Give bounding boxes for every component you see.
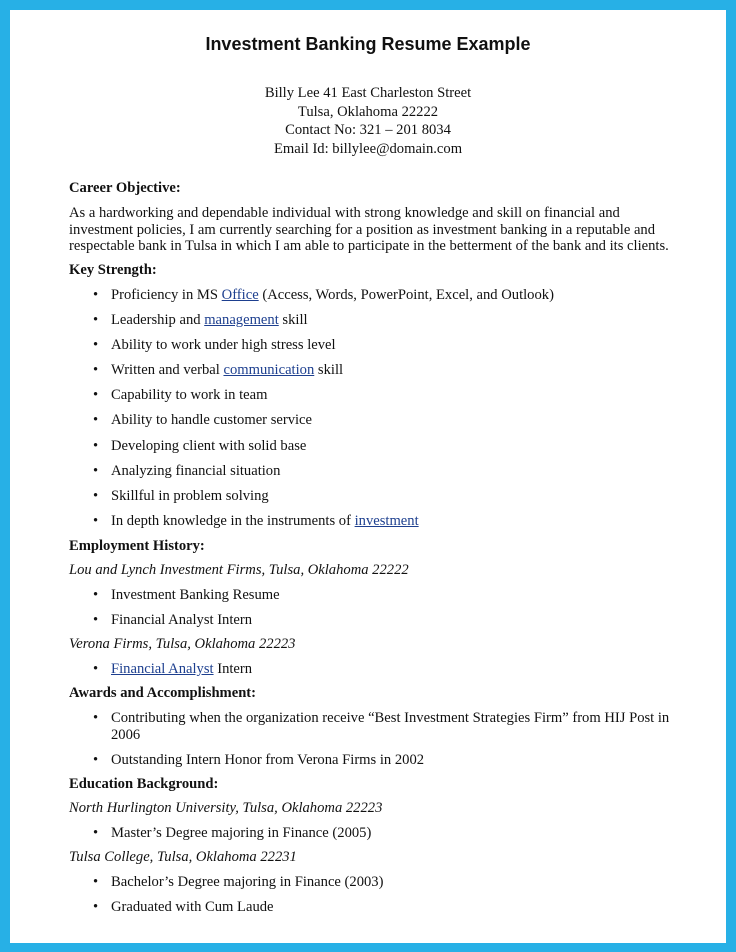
list-item-text: Graduated with Cum Laude bbox=[111, 899, 274, 915]
list-item bbox=[93, 412, 312, 429]
list-item bbox=[93, 312, 308, 329]
communication-link[interactable]: communication bbox=[223, 362, 315, 378]
list-item bbox=[93, 513, 419, 530]
list-item-text: Master’s Degree majoring in Finance (2005) bbox=[111, 825, 372, 841]
list-item bbox=[93, 337, 336, 354]
list-item-text: In depth knowledge in the instruments of bbox=[111, 513, 355, 529]
bullet: • bbox=[93, 825, 99, 841]
list-item bbox=[93, 710, 683, 744]
list-item-text: Written and verbal bbox=[111, 362, 224, 378]
list-item-text: Financial Analyst Intern bbox=[111, 612, 253, 628]
list-item-text: Intern bbox=[213, 661, 253, 677]
list-item-text: skill bbox=[278, 312, 308, 328]
document-title: Investment Banking Resume Example bbox=[205, 34, 531, 54]
bullet: • bbox=[93, 513, 99, 529]
company-name: Lou and Lynch Investment Firms, Tulsa, Oklahoma 22222 bbox=[69, 562, 409, 578]
bullet: • bbox=[93, 362, 99, 378]
bullet: • bbox=[93, 899, 99, 915]
list-item bbox=[93, 463, 280, 480]
career-objective-text bbox=[69, 205, 669, 255]
heading-employment-history: Employment History: bbox=[69, 538, 205, 554]
heading-career-objective: Career Objective: bbox=[69, 180, 181, 196]
list-item bbox=[93, 661, 252, 678]
contact-city: Tulsa, Oklahoma 22222 bbox=[297, 103, 439, 120]
list-item-text: Leadership and bbox=[111, 312, 205, 328]
list-item-text: Capability to work in team bbox=[111, 387, 268, 403]
list-item-text: skill bbox=[314, 362, 344, 378]
bullet: • bbox=[93, 438, 99, 454]
list-item-text: Proficiency in MS bbox=[111, 287, 222, 303]
list-item-text: Developing client with solid base bbox=[111, 438, 307, 454]
career-objective-line: respectable bank in Tulsa in which I am able to participate in the betterment of the bank and its clients. bbox=[69, 238, 669, 255]
bullet: • bbox=[93, 612, 99, 628]
list-item bbox=[93, 752, 424, 769]
career-objective-line: As a hardworking and dependable individual with strong knowledge and skill on financial and bbox=[69, 205, 620, 221]
company-name: Verona Firms, Tulsa, Oklahoma 22223 bbox=[69, 636, 296, 652]
list-item-text: Ability to handle customer service bbox=[111, 412, 313, 428]
bullet: • bbox=[93, 587, 99, 603]
list-item-text: Skillful in problem solving bbox=[111, 488, 269, 504]
bullet: • bbox=[93, 661, 99, 677]
bullet: • bbox=[93, 752, 99, 768]
list-item bbox=[93, 612, 252, 629]
list-item bbox=[93, 488, 269, 505]
list-item bbox=[93, 287, 554, 304]
list-item-text: Bachelor’s Degree majoring in Finance (2003) bbox=[111, 874, 384, 890]
list-item bbox=[93, 587, 280, 604]
investment-link[interactable]: investment bbox=[354, 513, 419, 529]
bullet: • bbox=[93, 463, 99, 479]
school-name: North Hurlington University, Tulsa, Oklahoma 22223 bbox=[69, 800, 383, 816]
list-item-text: Contributing when the organization receive “Best Investment Strategies Firm” from HIJ Post in 2006 bbox=[111, 710, 670, 743]
list-item bbox=[93, 874, 383, 891]
bullet: • bbox=[93, 387, 99, 403]
financial-analyst-link[interactable]: Financial Analyst bbox=[111, 661, 214, 677]
heading-awards: Awards and Accomplishment: bbox=[69, 685, 257, 701]
contact-phone: Contact No: 321 – 201 8034 bbox=[285, 122, 451, 138]
list-item bbox=[93, 825, 371, 842]
list-item bbox=[93, 387, 267, 404]
school-name: Tulsa College, Tulsa, Oklahoma 22231 bbox=[69, 849, 297, 865]
list-item bbox=[93, 438, 306, 455]
contact-block bbox=[0, 84, 736, 158]
career-objective-line: investment policies, I am currently searching for a position as investment banking in a reputable and bbox=[69, 221, 656, 238]
bullet: • bbox=[93, 412, 99, 428]
heading-key-strength: Key Strength: bbox=[69, 262, 157, 278]
management-link[interactable]: management bbox=[204, 312, 279, 328]
list-item-text: Outstanding Intern Honor from Verona Firms in 2002 bbox=[111, 752, 425, 768]
contact-name-address: Billy Lee 41 East Charleston Street bbox=[264, 85, 472, 101]
bullet: • bbox=[93, 874, 99, 890]
list-item-text: Investment Banking Resume bbox=[111, 587, 280, 603]
list-item-text: Analyzing financial situation bbox=[111, 463, 281, 479]
bullet: • bbox=[93, 710, 99, 726]
list-item-text: Ability to work under high stress level bbox=[111, 337, 336, 353]
contact-email: Email Id: billylee@domain.com bbox=[273, 140, 463, 157]
bullet: • bbox=[93, 337, 99, 353]
bullet: • bbox=[93, 287, 99, 303]
office-link[interactable]: Office bbox=[221, 287, 259, 303]
list-item-text: (Access, Words, PowerPoint, Excel, and Outlook) bbox=[258, 287, 554, 303]
list-item bbox=[93, 899, 274, 916]
list-item bbox=[93, 362, 343, 379]
bullet: • bbox=[93, 312, 99, 328]
heading-education: Education Background: bbox=[69, 776, 219, 792]
bullet: • bbox=[93, 488, 99, 504]
